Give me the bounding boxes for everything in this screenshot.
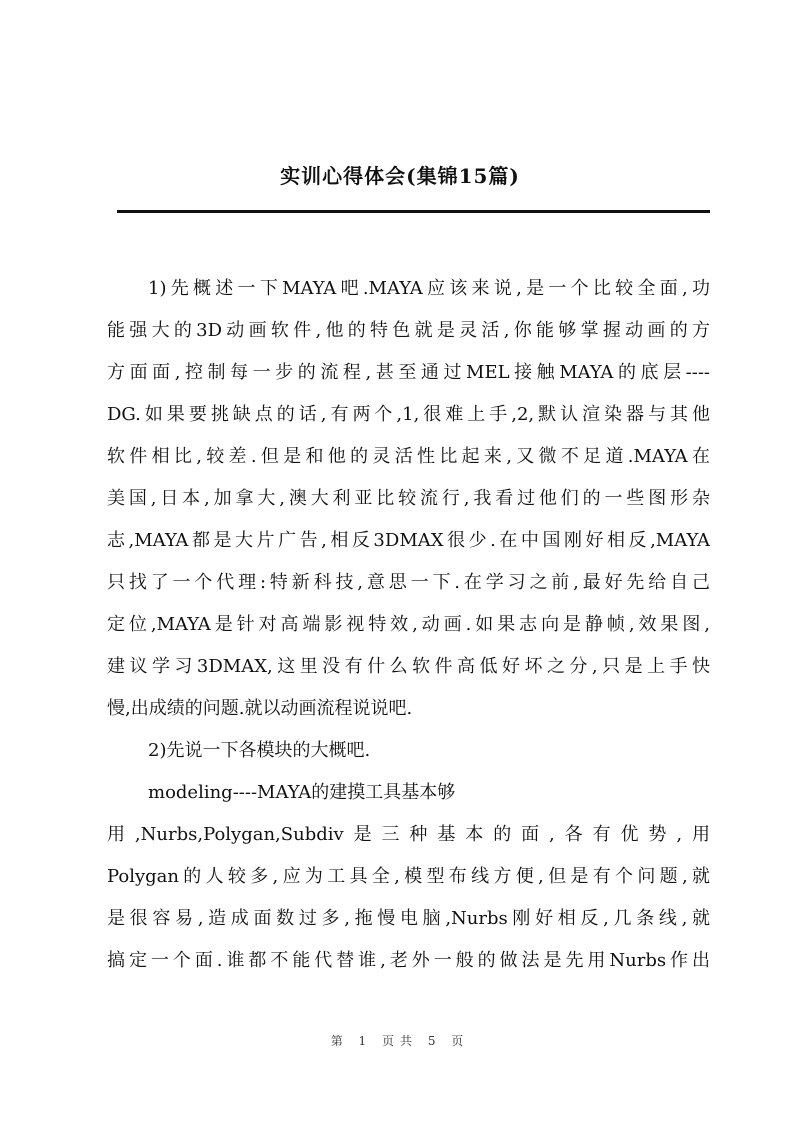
paragraph-line: 美国,日本,加拿大,澳大利亚比较流行,我看过他们的一些图形杂 [107,488,710,509]
paragraph-line: 方面面,控制每一步的流程,甚至通过MEL接触MAYA的底层---- [107,362,710,383]
paragraph-line: Polygan的人较多,应为工具全,模型布线方便,但是有个问题,就 [107,866,710,887]
paragraph-line: 2)先说一下各模块的大概吧. [148,740,371,761]
paragraph-line: 志,MAYA都是大片广告,相反3DMAX很少.在中国刚好相反,MAYA [107,530,710,551]
paragraph-line: 能强大的3D动画软件,他的特色就是灵活,你能够掌握动画的方 [107,320,710,341]
paragraph-line: modeling----MAYA的建摸工具基本够 [148,782,456,803]
paragraph-line: 搞定一个面.谁都不能代替谁,老外一般的做法是先用Nurbs作出 [107,950,710,971]
document-title: 实训心得体会(集锦15篇) [280,164,520,188]
page-number-footer: 第 1 页共 5 页 [330,1034,470,1048]
paragraph-line: 建议学习3DMAX,这里没有什么软件高低好坏之分,只是上手快 [107,656,710,677]
paragraph-line: 慢,出成绩的问题.就以动画流程说说吧. [107,698,413,719]
paragraph-line: 是很容易,造成面数过多,拖慢电脑,Nurbs刚好相反,几条线,就 [107,908,710,929]
paragraph-line: 定位,MAYA是针对高端影视特效,动画.如果志向是静帧,效果图, [107,614,710,635]
paragraph-line: DG.如果要挑缺点的话,有两个,1,很难上手,2,默认渲染器与其他 [107,404,710,425]
paragraph-line: 只找了一个代理:特新科技,意思一下.在学习之前,最好先给自己 [107,572,710,593]
title-underline [117,210,710,213]
paragraph-line: 1)先概述一下MAYA吧.MAYA应该来说,是一个比较全面,功 [148,278,710,299]
paragraph-line: 软件相比,较差.但是和他的灵活性比起来,又微不足道.MAYA在 [107,446,710,467]
paragraph-line: 用,Nurbs,Polygan,Subdiv是三种基本的面,各有优势,用 [107,824,710,845]
body-text [107,268,710,982]
